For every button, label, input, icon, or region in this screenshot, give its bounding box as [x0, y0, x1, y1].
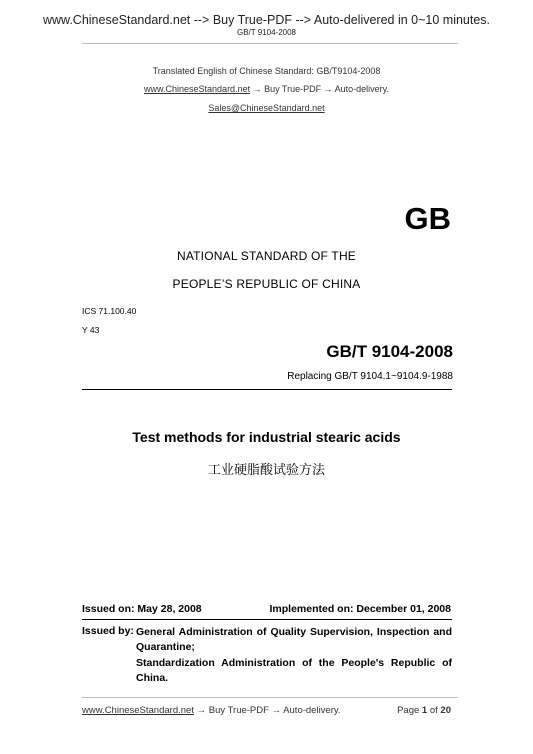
issued-on: Issued on: May 28, 2008 [82, 603, 202, 615]
email-line [0, 103, 533, 113]
footer-site-link[interactable]: www.ChineseStandard.net [82, 705, 194, 716]
header-standard-code: GB/T 9104-2008 [236, 28, 296, 37]
page-of-label: of [429, 705, 438, 716]
code-rule [82, 389, 452, 390]
ics-code: ICS 71.100.40 [82, 306, 137, 316]
gb-logo: GB [404, 201, 451, 236]
footer-buy-text: → Buy True-PDF → Auto-delivery. [193, 705, 341, 716]
replacing-note: Replacing GB/T 9104.1~9104.9-1988 [287, 371, 453, 382]
ccs-code: Y 43 [82, 325, 100, 335]
page-total: 20 [440, 705, 451, 716]
issuer-2: Standardization Administration of the People's Republic of China. [136, 657, 452, 684]
standard-code: GB/T 9104-2008 [326, 342, 453, 361]
footer-divider [82, 697, 458, 698]
email-link[interactable]: Sales@ChineseStandard.net [208, 103, 325, 113]
issued-by-label: Issued by: [82, 625, 134, 637]
site-link[interactable]: www.ChineseStandard.net [144, 84, 251, 94]
buy-line [0, 84, 533, 94]
top-banner: www.ChineseStandard.net --> Buy True-PDF --> Auto-delivered in 0~10 minutes. [42, 13, 491, 27]
page-current: 1 [421, 705, 428, 716]
dates-rule [82, 619, 452, 620]
header-divider [82, 43, 458, 44]
national-standard-line1: NATIONAL STANDARD OF THE [176, 249, 357, 263]
translation-notice: Translated English of Chinese Standard: GB/T9104-2008 [152, 66, 381, 76]
buy-line-text: → Buy True-PDF → Auto-delivery. [250, 84, 389, 94]
page-number [397, 705, 451, 716]
national-standard-line2: PEOPLE’S REPUBLIC OF CHINA [172, 277, 361, 291]
title-english: Test methods for industrial stearic acids [132, 429, 401, 445]
footer-buy-line [82, 705, 341, 716]
issuer-1: General Administration of Quality Supervision, Inspection and Quarantine; [136, 626, 452, 653]
implemented-on: Implemented on: December 01, 2008 [269, 603, 451, 615]
page-label: Page [397, 705, 420, 716]
title-chinese: 工业硬脂酸试验方法 [207, 463, 325, 478]
